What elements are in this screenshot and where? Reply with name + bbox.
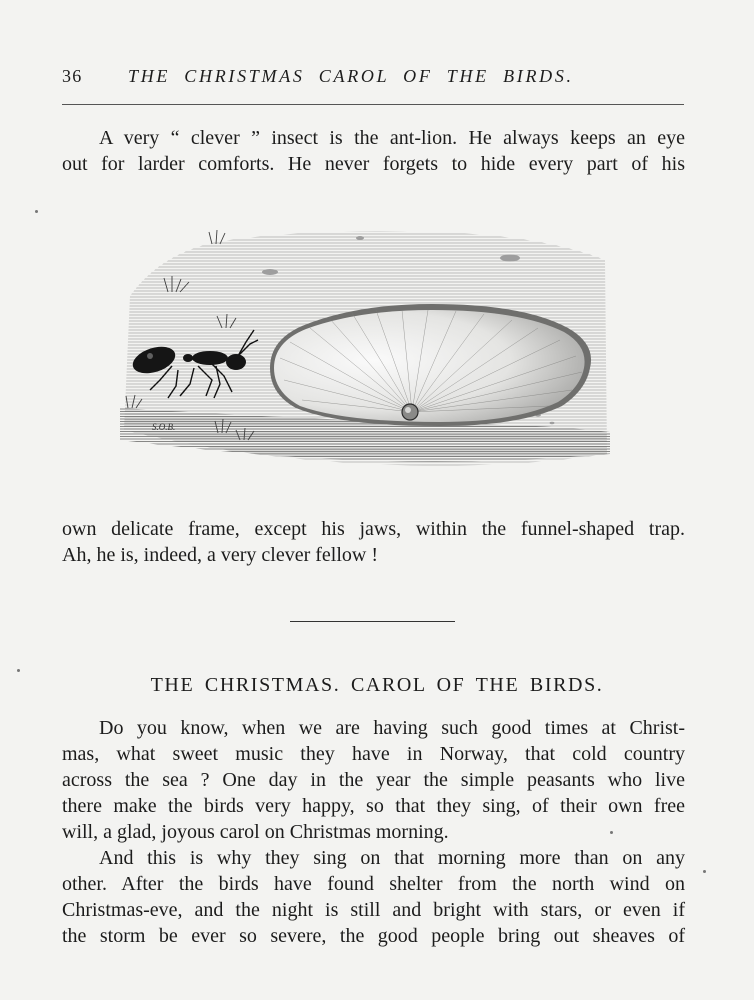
running-head — [62, 66, 684, 92]
carol-paragraph-1-line-4: there make the birds very happy, so that they sing, of their own free — [62, 795, 685, 817]
closing-line-2: Ah, he is, indeed, a very clever fellow ! — [62, 544, 378, 566]
carol-paragraph-2-line-2: other. After the birds have found shelter from the north wind on — [62, 873, 685, 895]
ant-lion-funnel-illustration — [120, 218, 610, 473]
intro-line-2: out for larder comforts. He never forgets to hide every part of his — [62, 153, 685, 175]
page-number: 36 — [62, 66, 83, 86]
carol-paragraph-1-line-2: mas, what sweet music they have in Norway, that cold country — [62, 743, 685, 765]
paper-speck — [610, 831, 613, 834]
carol-paragraph-1-line-1: Do you know, when we are having such good times at Christ- — [99, 717, 685, 739]
carol-paragraph-2-line-4: the storm be ever so severe, the good people bring out sheaves of — [62, 925, 685, 947]
carol-paragraph-2-line-1: And this is why they sing on that morning more than on any — [99, 847, 685, 869]
carol-paragraph-1-line-3: across the sea ? One day in the year the simple peasants who live — [62, 769, 685, 791]
paper-speck — [35, 210, 38, 213]
carol-paragraph-1-line-5: will, a glad, joyous carol on Christmas morning. — [62, 821, 449, 843]
paper-speck — [17, 669, 20, 672]
paper-speck — [703, 870, 706, 873]
header-rule — [62, 104, 684, 105]
intro-line-1: A very “ clever ” insect is the ant-lion. He always keeps an eye — [99, 127, 685, 149]
section-heading: THE CHRISTMAS. CAROL OF THE BIRDS. — [150, 674, 604, 696]
funnel-pit — [274, 310, 585, 422]
section-divider — [290, 621, 455, 622]
carol-paragraph-2-line-3: Christmas-eve, and the night is still and bright with stars, or even if — [62, 899, 685, 921]
running-title: THE CHRISTMAS CAROL OF THE BIRDS. — [128, 66, 574, 86]
illustrator-signature: S.O.B. — [152, 422, 176, 432]
closing-line-1: own delicate frame, except his jaws, within the funnel-shaped trap. — [62, 518, 685, 540]
